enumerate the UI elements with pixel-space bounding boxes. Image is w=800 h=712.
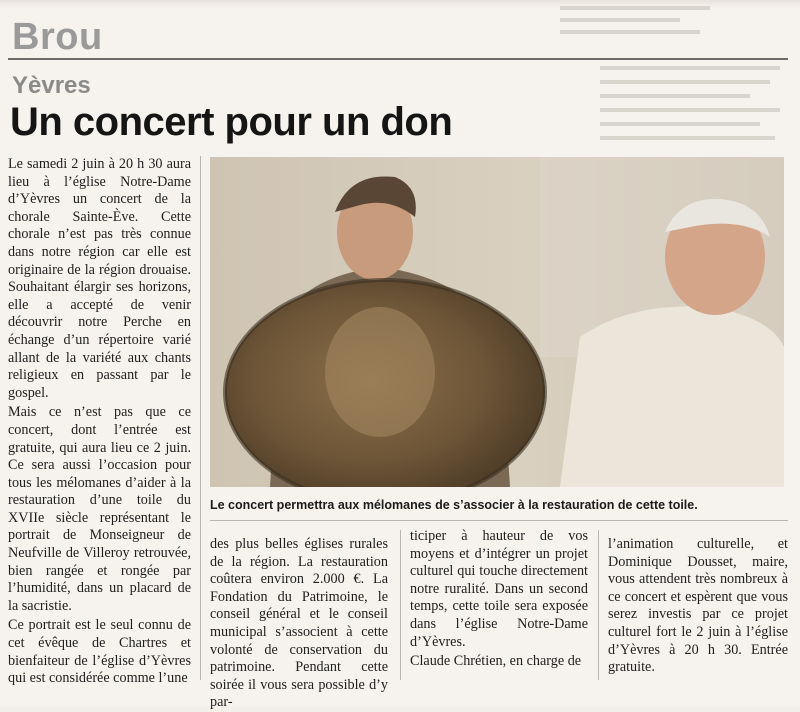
article-column-3: [410, 528, 588, 671]
paragraph: l’animation culturelle, et Dominique Dousset, maire, vous attendent très nombreux à ce concert et espèrent que vous serez investis par ce projet culturel fort le 2 juin à l’église d’Yèvres à 20 h 30. Entrée gratuite.: [608, 536, 788, 676]
article-headline: Un concert pour un don: [10, 100, 453, 144]
paragraph: des plus belles églises rurales de la région. La restauration coûtera environ 2.000 €. La Fondation du Patrimoine, le conseil général et le conseil municipal s’associent à cette volonté de conservation du patrimoine. Pendant cette soirée il vous sera possible d’y par-: [210, 536, 388, 711]
photo-caption: Le concert permettra aux mélomanes de s’associer à la restauration de cette toile.: [210, 498, 698, 512]
paragraph: Mais ce n’est pas que ce concert, dont l’entrée est gratuite, qui aura lieu ce 2 juin. Ce sera aussi l’occasion pour tous les mélomanes d’aider à la restauration d’une toile du XVIIe siècle représentant le portrait de Monseigneur de Neufville de Villeroy retrouvée, bien rangée et rongée par l’humidité, dans un placard de la sacristie.: [8, 404, 191, 614]
paragraph: ticiper à hauteur de vos moyens et d’intégrer un projet culturel qui touche directement notre ruralité. Dans un second temps, cette toile sera exposée dans l’église Notre-Dame d’Yèvres.: [410, 528, 588, 650]
article-column-1: [8, 156, 191, 688]
article-column-4: [608, 536, 788, 677]
section-title: Brou: [12, 16, 103, 58]
column-divider: [200, 156, 201, 680]
caption-rule: [210, 520, 788, 521]
paragraph: Le samedi 2 juin à 20 h 30 aura lieu à l’église Notre-Dame d’Yèvres un concert de la chorale Sainte-Ève. Cette chorale n’est pas très connue dans notre région car elle est originaire de la région drouaise. Souhaitant élargir ses horizons, elle a accepté de venir découvrir notre Perche en échange d’un répertoire varié allant de la variété aux chants religieux en passant par le gospel.: [8, 156, 191, 401]
column-divider: [400, 530, 401, 680]
photo-illustration: [210, 157, 784, 487]
clipping-top-edge: [0, 0, 800, 8]
section-rule: [8, 58, 788, 60]
paragraph: Ce portrait est le seul connu de cet évêque de Chartres et bienfaiteur de l’église d’Yèvres qui est considérée comme l’une: [8, 617, 191, 687]
column-divider: [598, 530, 599, 680]
article-photo: [210, 157, 784, 487]
place-kicker: Yèvres: [12, 72, 91, 99]
article-column-2: [210, 536, 388, 712]
paragraph: Claude Chrétien, en charge de: [410, 653, 582, 670]
